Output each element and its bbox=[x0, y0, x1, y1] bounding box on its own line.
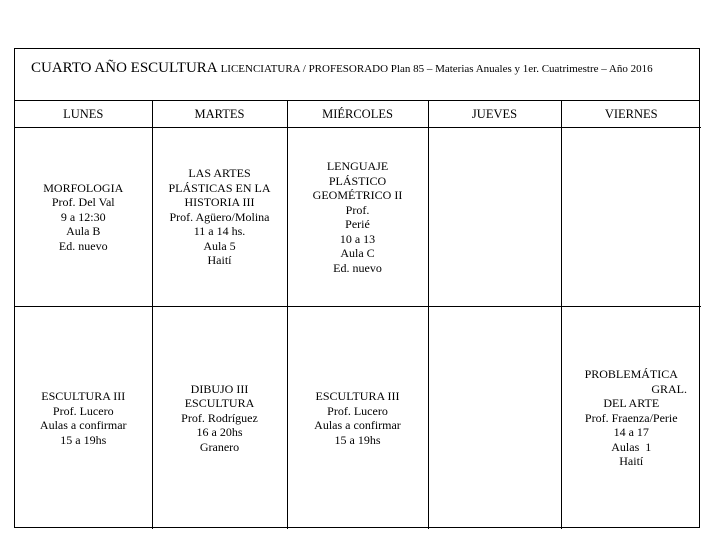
cell-viernes-empty bbox=[561, 128, 701, 307]
time: 15 a 19hs bbox=[334, 432, 381, 447]
day-header-lunes: LUNES bbox=[15, 101, 152, 128]
day-header-viernes: VIERNES bbox=[561, 101, 701, 128]
cell-jueves-empty bbox=[428, 307, 561, 530]
cell-martes-dibujo bbox=[152, 307, 287, 530]
cell-martes-artes-plasticas bbox=[152, 128, 287, 307]
cell-miercoles-escultura bbox=[287, 307, 428, 530]
schedule-row-1 bbox=[15, 128, 701, 307]
course-name-line-3: GEOMÉTRICO II bbox=[312, 188, 403, 202]
course-name-line-2: PLÁSTICO bbox=[328, 173, 387, 188]
day-header-row bbox=[15, 101, 701, 128]
room: Aula C bbox=[340, 246, 375, 260]
professor-title: Prof. bbox=[345, 202, 370, 217]
building: Ed. nuevo bbox=[333, 260, 382, 275]
time: 14 a 17 bbox=[613, 425, 649, 440]
course-name-line-3: DEL ARTE bbox=[603, 396, 660, 411]
cell-lunes-escultura bbox=[15, 307, 152, 530]
page-title bbox=[31, 60, 653, 77]
building: Haití bbox=[619, 454, 644, 469]
room: Granero bbox=[199, 439, 240, 454]
professor: Prof. Rodríguez bbox=[181, 410, 258, 425]
cell-viernes-problematica bbox=[561, 307, 701, 530]
professor: Prof. Lucero bbox=[327, 403, 388, 418]
room: Aulas a confirmar bbox=[314, 418, 401, 432]
course-name-line-1: LAS ARTES bbox=[188, 166, 251, 181]
course-name: ESCULTURA III bbox=[41, 389, 126, 403]
course-name-line-2: PLÁSTICAS EN LA bbox=[168, 180, 271, 195]
room: Aulas 1 bbox=[611, 439, 652, 454]
time: 15 a 19hs bbox=[60, 432, 107, 447]
building: Ed. nuevo bbox=[58, 238, 108, 253]
cell-lunes-morfologia bbox=[15, 128, 152, 307]
schedule-frame bbox=[14, 48, 700, 528]
time: 11 a 14 hs. bbox=[193, 224, 246, 239]
day-header-martes: MARTES bbox=[152, 101, 287, 128]
building: Haití bbox=[207, 253, 232, 268]
title-subtitle: LICENCIATURA / PROFESORADO Plan 85 – Materias Anuales y 1er. Cuatrimestre – Año 2016 bbox=[220, 63, 653, 75]
course-name: MORFOLOGIA bbox=[43, 180, 124, 195]
course-name: ESCULTURA III bbox=[315, 389, 400, 403]
room: Aula 5 bbox=[203, 238, 236, 253]
cell-jueves-empty bbox=[428, 128, 561, 307]
professor: Prof. Del Val bbox=[51, 195, 115, 210]
professor: Prof. Agüero/Molina bbox=[169, 209, 270, 224]
room: Aulas a confirmar bbox=[39, 418, 127, 432]
time: 9 a 12:30 bbox=[60, 209, 106, 224]
professor: Perié bbox=[345, 217, 370, 231]
course-name-line-1: DIBUJO III bbox=[190, 381, 249, 396]
day-header-jueves: JUEVES bbox=[428, 101, 561, 128]
course-name-line-1: PROBLEMÁTICA bbox=[584, 367, 678, 382]
schedule-row-2 bbox=[15, 307, 701, 530]
title-row bbox=[15, 49, 699, 101]
course-name-line-2: GRAL. bbox=[651, 381, 687, 396]
course-name-line-2: ESCULTURA bbox=[184, 396, 255, 411]
day-header-miercoles: MIÉRCOLES bbox=[287, 101, 428, 128]
time: 16 a 20hs bbox=[196, 425, 243, 440]
course-name-line-3: HISTORIA III bbox=[184, 195, 255, 210]
professor: Prof. Lucero bbox=[52, 403, 114, 418]
time: 10 a 13 bbox=[339, 231, 376, 246]
room: Aula B bbox=[66, 224, 101, 239]
cell-miercoles-lenguaje bbox=[287, 128, 428, 307]
title-main: CUARTO AÑO ESCULTURA bbox=[31, 60, 217, 76]
professor: Prof. Fraenza/Perie bbox=[584, 410, 678, 425]
schedule-table bbox=[15, 101, 701, 529]
course-name-line-1: LENGUAJE bbox=[326, 159, 389, 173]
